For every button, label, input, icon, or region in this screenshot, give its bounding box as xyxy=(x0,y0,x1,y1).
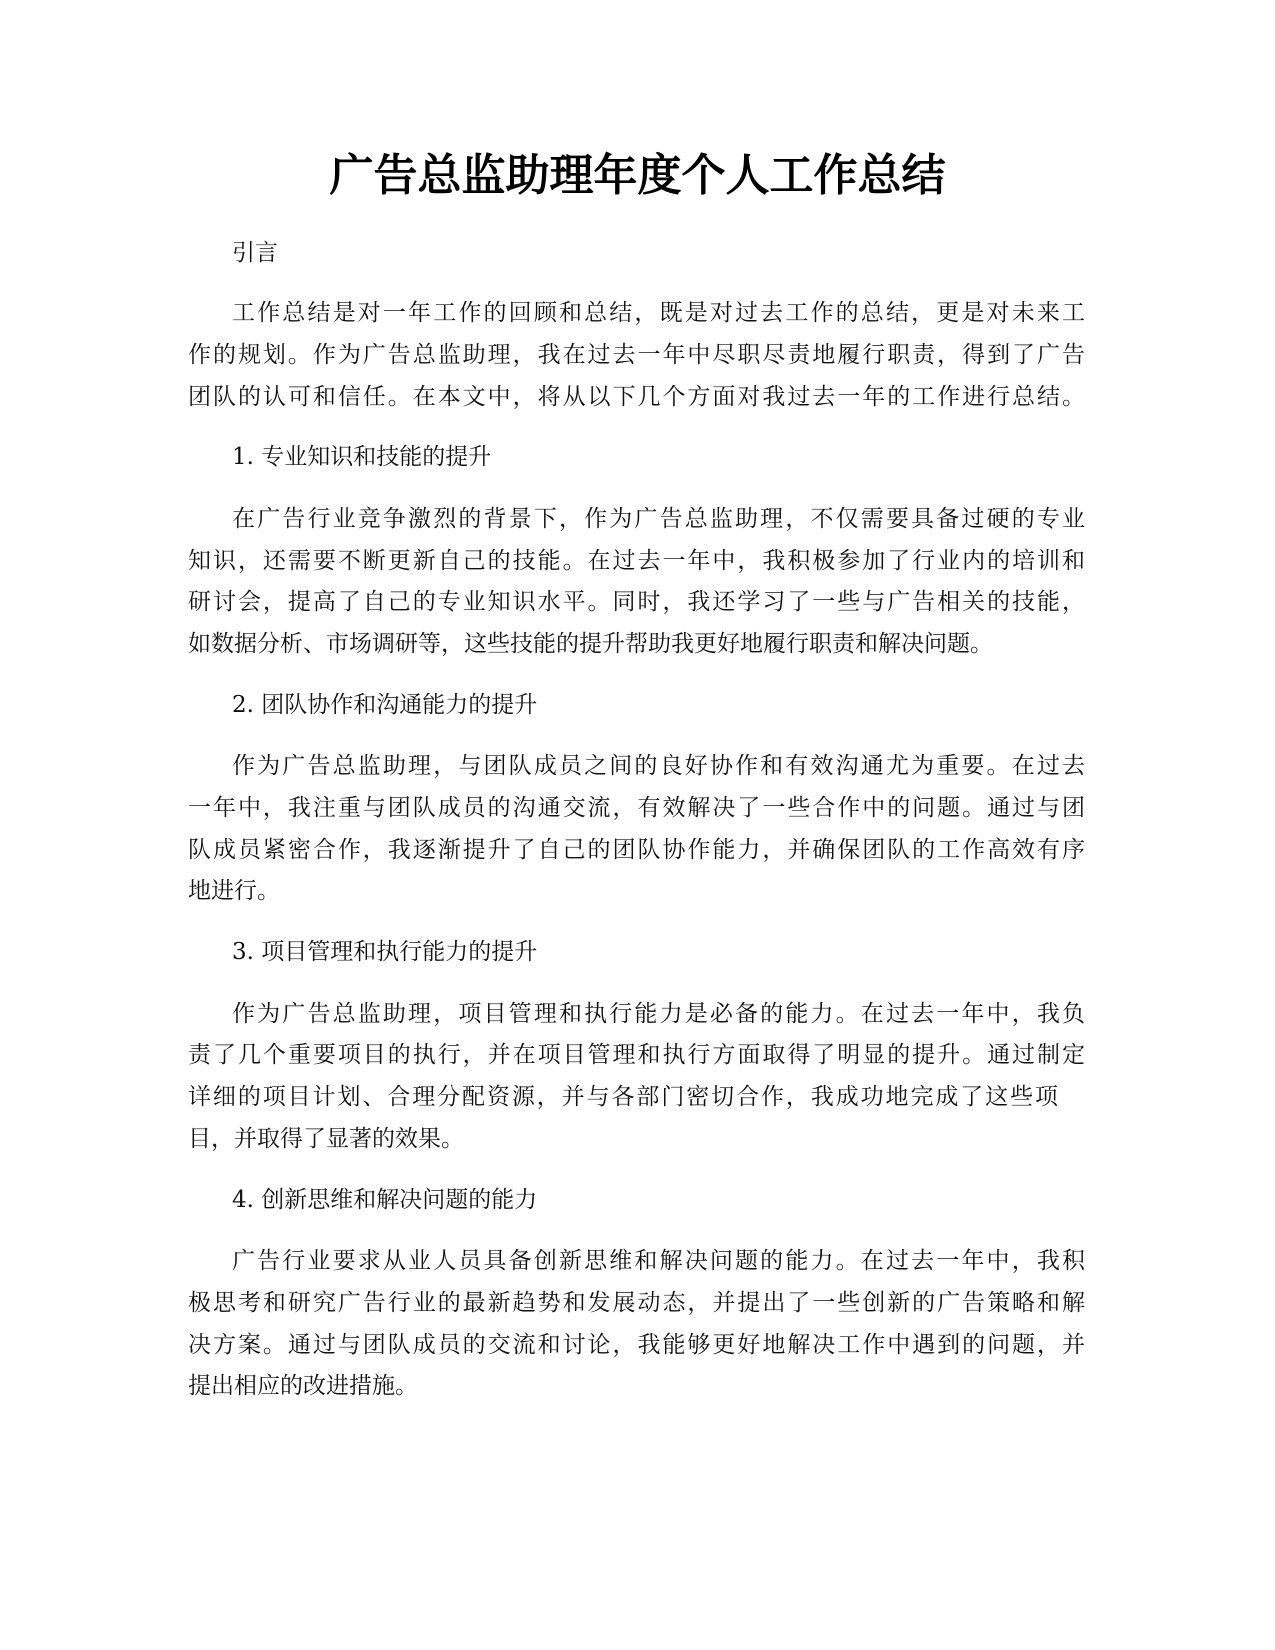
section-heading: 1. 专业知识和技能的提升 xyxy=(232,444,492,470)
paragraph-line: 作为广告总监助理，与团队成员之间的良好协作和有效沟通尤为重要。在过去 xyxy=(232,753,1085,779)
paragraph-line: 作为广告总监助理，项目管理和执行能力是必备的能力。在过去一年中，我负 xyxy=(232,1001,1085,1027)
section-heading: 4. 创新思维和解决问题的能力 xyxy=(232,1187,538,1213)
paragraph-line: 在广告行业竞争激烈的背景下，作为广告总监助理，不仅需要具备过硬的专业 xyxy=(232,506,1085,532)
paragraph-line: 研讨会，提高了自己的专业知识水平。同时，我还学习了一些与广告相关的技能， xyxy=(188,589,1085,615)
paragraph-line: 提出相应的改进措施。 xyxy=(188,1373,418,1399)
paragraph-line: 工作总结是对一年工作的回顾和总结，既是对过去工作的总结，更是对未来工 xyxy=(232,300,1085,326)
paragraph-line: 如数据分析、市场调研等，这些技能的提升帮助我更好地履行职责和解决问题。 xyxy=(188,631,993,657)
paragraph-line: 责了几个重要项目的执行，并在项目管理和执行方面取得了明显的提升。通过制定 xyxy=(188,1042,1085,1068)
section-heading: 2. 团队协作和沟通能力的提升 xyxy=(232,692,538,718)
paragraph-line: 决方案。通过与团队成员的交流和讨论，我能够更好地解决工作中遇到的问题，并 xyxy=(188,1332,1085,1358)
paragraph-line: 一年中，我注重与团队成员的沟通交流，有效解决了一些合作中的问题。通过与团 xyxy=(188,795,1085,821)
paragraph-line: 队成员紧密合作，我逐渐提升了自己的团队协作能力，并确保团队的工作高效有序 xyxy=(188,837,1085,863)
paragraph-line: 极思考和研究广告行业的最新趋势和发展动态，并提出了一些创新的广告策略和解 xyxy=(188,1290,1085,1316)
intro-heading: 引言 xyxy=(232,240,278,266)
paragraph-line: 广告行业要求从业人员具备创新思维和解决问题的能力。在过去一年中，我积 xyxy=(232,1248,1085,1274)
section-heading: 3. 项目管理和执行能力的提升 xyxy=(232,939,538,965)
paragraph-line: 作的规划。作为广告总监助理，我在过去一年中尽职尽责地履行职责，得到了广告 xyxy=(188,342,1085,368)
paragraph-line: 团队的认可和信任。在本文中，将从以下几个方面对我过去一年的工作进行总结。 xyxy=(188,384,1085,410)
paragraph-line: 目，并取得了显著的效果。 xyxy=(188,1126,464,1152)
paragraph-line: 地进行。 xyxy=(188,878,280,904)
document-title: 广告总监助理年度个人工作总结 xyxy=(329,150,946,201)
paragraph-line: 知识，还需要不断更新自己的技能。在过去一年中，我积极参加了行业内的培训和 xyxy=(188,548,1085,574)
paragraph-line: 详细的项目计划、合理分配资源，并与各部门密切合作，我成功地完成了这些项 xyxy=(188,1084,1058,1110)
